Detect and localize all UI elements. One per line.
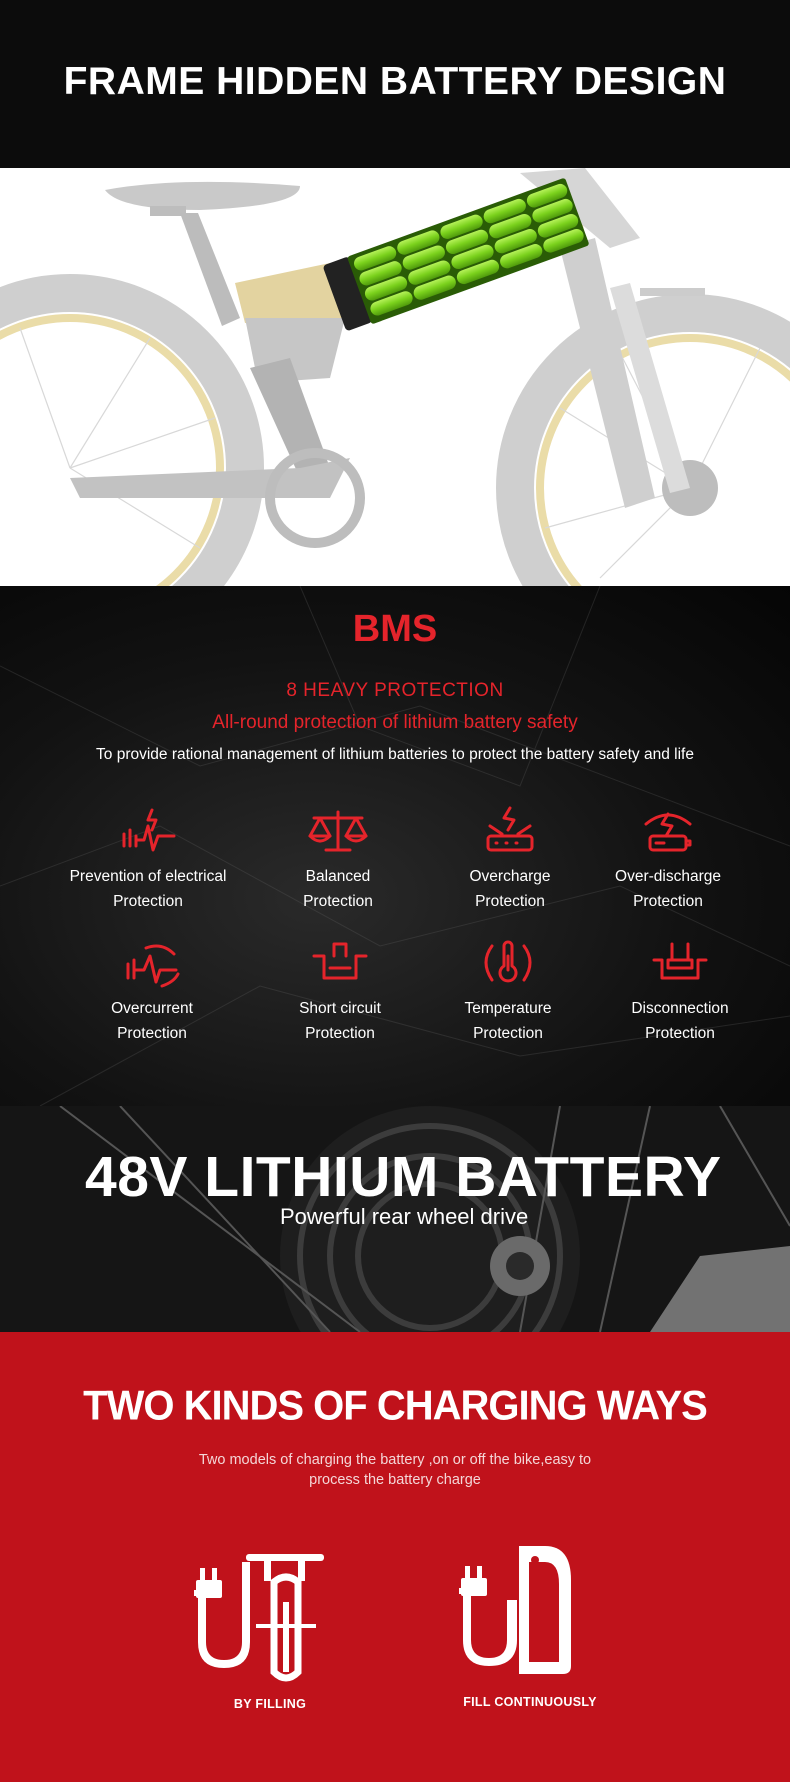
battery-drive-section [0, 1106, 790, 1332]
feature-over-discharge-protection [568, 806, 768, 914]
overcharge-battery-icon [480, 806, 540, 856]
feature-label-line1: Overcurrent [111, 1000, 193, 1017]
charging-section [0, 1332, 790, 1782]
charging-description-line2: process the battery charge [309, 1472, 481, 1488]
charge-option-by-filling [190, 1542, 350, 1711]
thermometer-icon [478, 938, 538, 988]
feature-temperature-protection [408, 938, 608, 1046]
disconnection-plug-icon [650, 938, 710, 988]
short-circuit-plug-icon [310, 938, 370, 988]
feature-label-line2: Protection [645, 1025, 715, 1042]
feature-label-line1: Temperature [464, 1000, 552, 1017]
page-title: FRAME HIDDEN BATTERY DESIGN [63, 60, 727, 103]
feature-label-line1: Over-discharge [615, 868, 721, 885]
charge-option-label: BY FILLING [233, 1697, 307, 1711]
bms-subtitle-safety: All-round protection of lithium battery safety [212, 712, 578, 733]
balance-scale-icon [306, 806, 370, 856]
feature-overcurrent-protection [52, 938, 252, 1046]
feature-label-line2: Protection [117, 1025, 187, 1042]
feature-label-line2: Protection [113, 893, 183, 910]
feature-label-line2: Protection [475, 893, 545, 910]
charge-option-label: FILL CONTINUOUSLY [463, 1695, 597, 1709]
charge-battery-off-bike-icon [455, 1540, 605, 1690]
electric-spark-icon [118, 806, 178, 856]
feature-label-line1: Short circuit [299, 1000, 381, 1017]
bms-section [0, 586, 790, 1106]
charging-title: TWO KINDS OF CHARGING WAYS [83, 1382, 707, 1430]
feature-balanced-protection [238, 806, 438, 914]
over-discharge-battery-icon [638, 806, 698, 856]
feature-label-line2: Protection [473, 1025, 543, 1042]
charging-description [0, 1450, 790, 1490]
feature-electrical-protection [48, 806, 248, 914]
bms-subtitle-protection-count: 8 HEAVY PROTECTION [286, 680, 504, 701]
feature-label-line1: Balanced [305, 868, 371, 885]
feature-label-line1: Disconnection [631, 1000, 729, 1017]
bike-illustration [0, 168, 790, 586]
battery-subtitle: Powerful rear wheel drive [280, 1204, 529, 1229]
overcurrent-wave-icon [122, 938, 182, 988]
charge-on-bike-icon [190, 1542, 350, 1692]
bms-description: To provide rational management of lithium batteries to protect the battery safety and life [96, 746, 694, 763]
feature-label-line1: Prevention of electrical [69, 868, 227, 885]
feature-label-line1: Overcharge [469, 868, 551, 885]
feature-label-line2: Protection [305, 1025, 375, 1042]
charge-option-fill-continuously [455, 1540, 605, 1709]
feature-label-line2: Protection [633, 893, 703, 910]
bike-hidden-battery-image [0, 168, 790, 586]
bms-title: BMS [352, 608, 438, 650]
feature-disconnection-protection [580, 938, 780, 1046]
header-banner [0, 0, 790, 168]
charging-description-line1: Two models of charging the battery ,on or off the bike,easy to [198, 1452, 592, 1468]
feature-label-line2: Protection [303, 893, 373, 910]
battery-title: 48V LITHIUM BATTERY [85, 1145, 722, 1209]
